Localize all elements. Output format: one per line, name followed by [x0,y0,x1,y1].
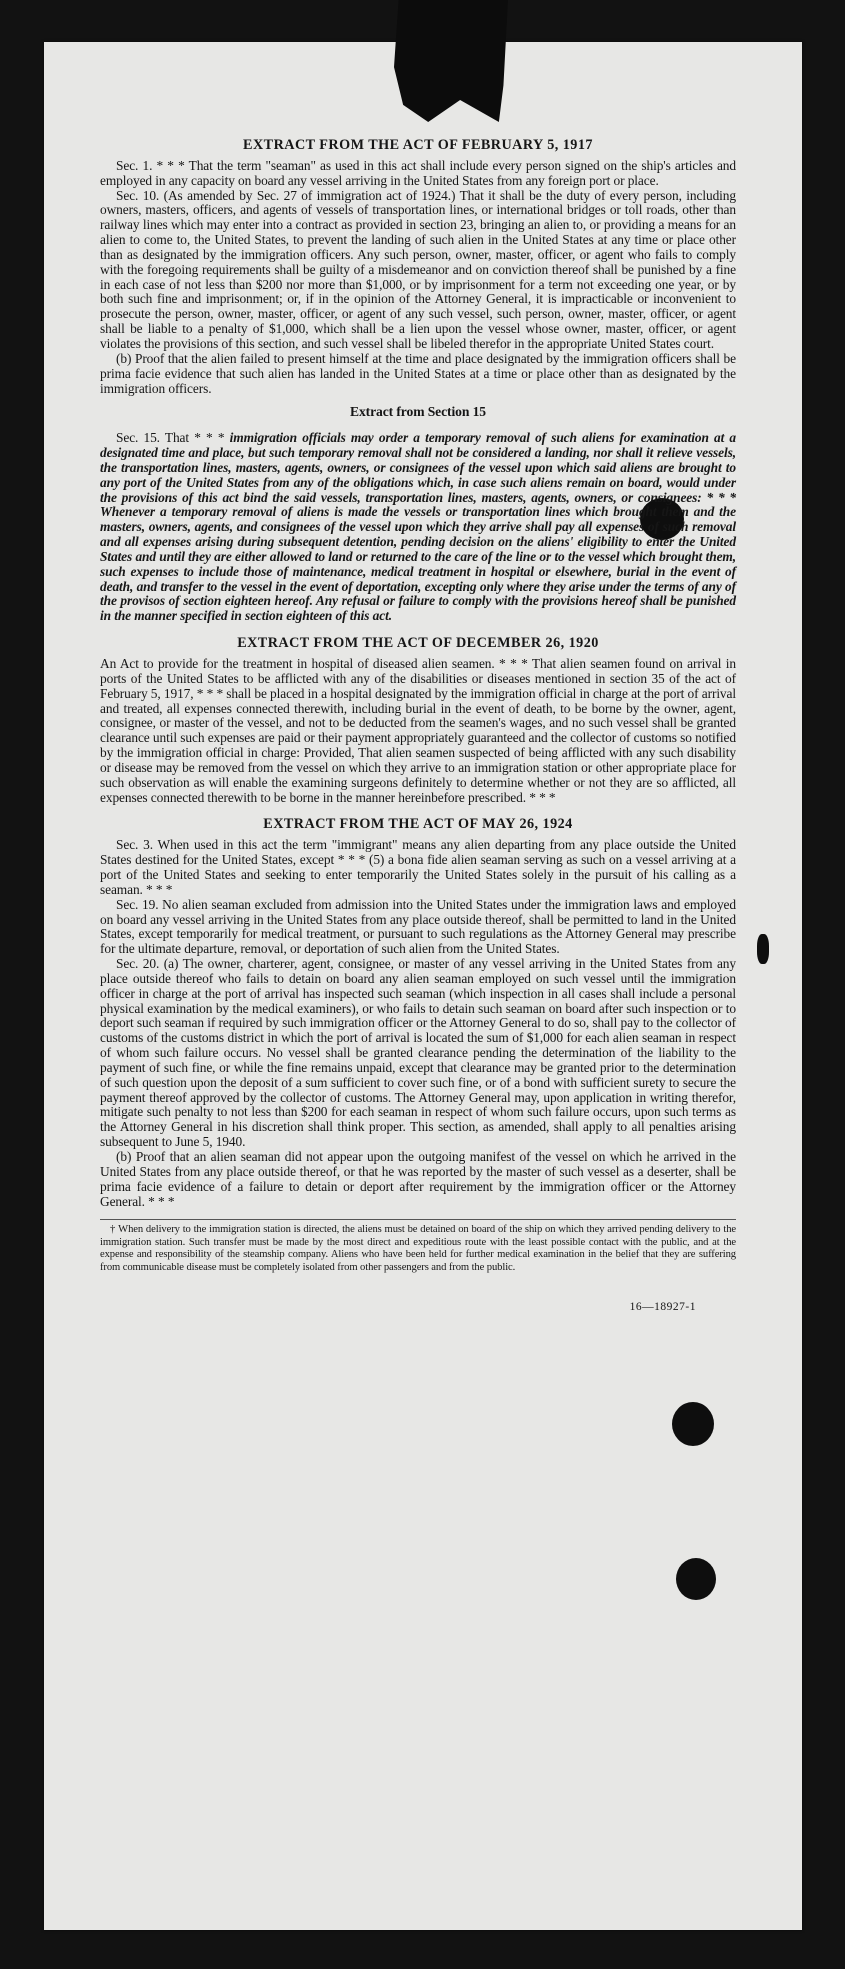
footnote [100,1219,736,1274]
punch-hole [672,1402,714,1446]
section-3: Sec. 3. When used in this act the term "immigrant" means any alien departing from any place outside the United States destined for the United States, except * * * (5) a bona fide alien seaman serving as such on a vessel arriving at a port of the United States and seeking to enter temporarily the United States solely in the pursuit of his calling as a seaman. * * * [100,837,736,897]
section-10: Sec. 10. (As amended by Sec. 27 of immigration act of 1924.) That it shall be the duty of every person, including owners, masters, officers, and agents of vessels of transportation lines, or international bridges or toll roads, other than railway lines which may enter into a contract as provided in section 23, bringing an alien to, or providing a means for an alien to come to, the United States, to prevent the landing of such alien in the United States at any time or place other than as designated by the immigration officers. Any such person, owner, master, officer, or agent who fails to comply with the foregoing requirements shall be guilty of a misdemeanor and on conviction thereof shall be punished by a fine in each case of not less than $200 nor more than $1,000, or by imprisonment for a term not exceeding one year, or by both such fine and imprisonment; or, if in the opinion of the Attorney General, it is impracticable or inconvenient to prosecute the person, owner, master, officer, or agent of any such vessel, such person, owner, master, officer, or agent shall be liable to a penalty of $1,000, which shall be a lien upon the vessel whose owner, master, officer, or agent violates the provisions of this section, and such vessel shall be libeled therefor in the appropriate United States court. [100,187,736,351]
heading-act-1917: EXTRACT FROM THE ACT OF FEBRUARY 5, 1917 [243,137,593,153]
punch-hole [757,934,769,964]
section-20: Sec. 20. (a) The owner, charterer, agent, consignee, or master of any vessel arriving in the United States from any place outside thereof who fails to detain on board any alien seaman employed on such vessel until the immigration officer in charge at the port of arrival has inspected such seaman (which inspection in all cases shall include a personal physical examination by the medical examiners), or who fails to detain such seaman on board after such inspection or to deport such seaman if required by such immigration officer or the Attorney General to do so, shall pay to the collector of customs of the customs district in which the port of arrival is located the sum of $1,000 for each alien seaman in respect of whom such failure occurs. No vessel shall be granted clearance pending the determination of the liability to the payment of such fine, or while the fine remains unpaid, except that clearance may be granted prior to the determination of such question upon the deposit of a sum sufficient to cover such fine, or of a bond with sufficient surety to secure the payment thereof approved by the collector of customs. The Attorney General may, upon application in writing therefor, mitigate such penalty to not less than $200 for each seaman in respect of whom such failure occurs, upon such terms as the Attorney General in his discretion shall think proper. This section, as amended, shall apply to all penalties arising subsequent to June 5, 1940. [100,956,736,1150]
heading-act-1920: EXTRACT FROM THE ACT OF DECEMBER 26, 1920 [237,635,599,652]
tape-strip [394,0,508,122]
punch-hole [676,1558,716,1600]
section-20b: (b) Proof that an alien seaman did not appear upon the outgoing manifest of the vessel on which he arrived in the United States from any place outside thereof, or that he was reported by the master of such vessel as a deserter, shall be prima facie evidence of a failure to detain or deport after requirement by the immigration officer or the Attorney General. * * * [100,1149,736,1209]
act-1920-text: An Act to provide for the treatment in hospital of diseased alien seamen. * * * That alien seamen found on arrival in ports of the United States to be afflicted with any of the disabilities or diseases mentioned in section 35 of the act of February 5, 1917, * * * shall be placed in a hospital designated by the immigration official in charge at the port of arrival and treated, all expenses connected therewith, including burial in the event of death, to be borne by the owner, agent, consignee, or master of the vessel, and not to be deducted from the seamen's wages, and no such vessel shall be granted clearance until such expenses are paid or their payment appropriately guaranteed and the collector of customs so notified by the immigration official in charge: Provided, That alien seamen suspected of being afflicted with any such disability or disease may be removed from the vessel on which they arrive to an immigration station or other appropriate place for such observation as will enable the examining surgeons definitely to determine whether or not they are so afflicted, all expenses connected therewith to be borne in the manner hereinbefore prescribed. * * * [100,656,736,805]
section-15-italic: immigration officials may order a temporary removal of such aliens for examination at a designated time and place, but such temporary removal shall not be considered a landing, nor shall it relieve vessels, the transportation lines, masters, agents, owners, or consignees of the vessel upon which said aliens are brought to any port of the United States from any of the obligations which, in case such aliens remain on board, would under the provisions of this act bind the said vessels, transportation lines, masters, agents, owners, or consignees: * * * Whenever a temporary removal of aliens is made the vessels or transportation lines which brought them and the masters, owners, agents, and consignees of the vessel upon which they arrive shall pay all expenses of such removal and all expenses arising during subsequent detention, pending decision on the aliens' eligibility to enter the United States and until they are either allowed to land or returned to the care of the line or to the vessel which brought them, such expenses to include those of maintenance, medical treatment in hospital or elsewhere, burial in the event of death, and transfer to the vessel in the event of deportation, excepting only where they arise under the terms of any of the provisos of section eighteen hereof. Any refusal or failure to comply with the provisions hereof shall be punished in the manner specified in section eighteen of this act. [100,430,737,624]
section-15 [100,431,736,624]
heading-act-1924: EXTRACT FROM THE ACT OF MAY 26, 1924 [263,816,573,833]
section-19: Sec. 19. No alien seaman excluded from admission into the United States under the immigration laws and employed on board any vessel arriving in the United States from any place outside thereof, shall be permitted to land in the United States, except temporarily for medical treatment, or pursuant to such regulations as the Attorney General may prescribe for the ultimate departure, removal, or deportation of such alien from the United States. [100,896,736,957]
footnote-text: † When delivery to the immigration station is directed, the aliens must be detained on board of the ship on which they arrived pending delivery to the immigration station. Such transfer must be made by the most direct and expeditious route with the least possible contact with the public, and at the expense and responsibility of the steamship company. Aliens who have been held for further medical examination in the belief that they are suffering from communicable disease must be completely isolated from other passengers and from the public. [100,1224,736,1273]
section-10b: (b) Proof that the alien failed to present himself at the time and place designated by the immigration officers shall be prima facie evidence that such alien has landed in the United States at a time or place other than as designated by the immigration officers. [100,350,736,396]
section-1: Sec. 1. * * * That the term "seaman" as used in this act shall include every person signed on the ship's articles and employed in any capacity on board any vessel arriving in the United States from any foreign port or place. [100,157,736,188]
form-number: 16—18927-1 [629,1301,696,1313]
section-15-lead: Sec. 15. That * * * [116,430,230,446]
document-text [100,138,736,1315]
heading-section-15: Extract from Section 15 [350,404,486,420]
